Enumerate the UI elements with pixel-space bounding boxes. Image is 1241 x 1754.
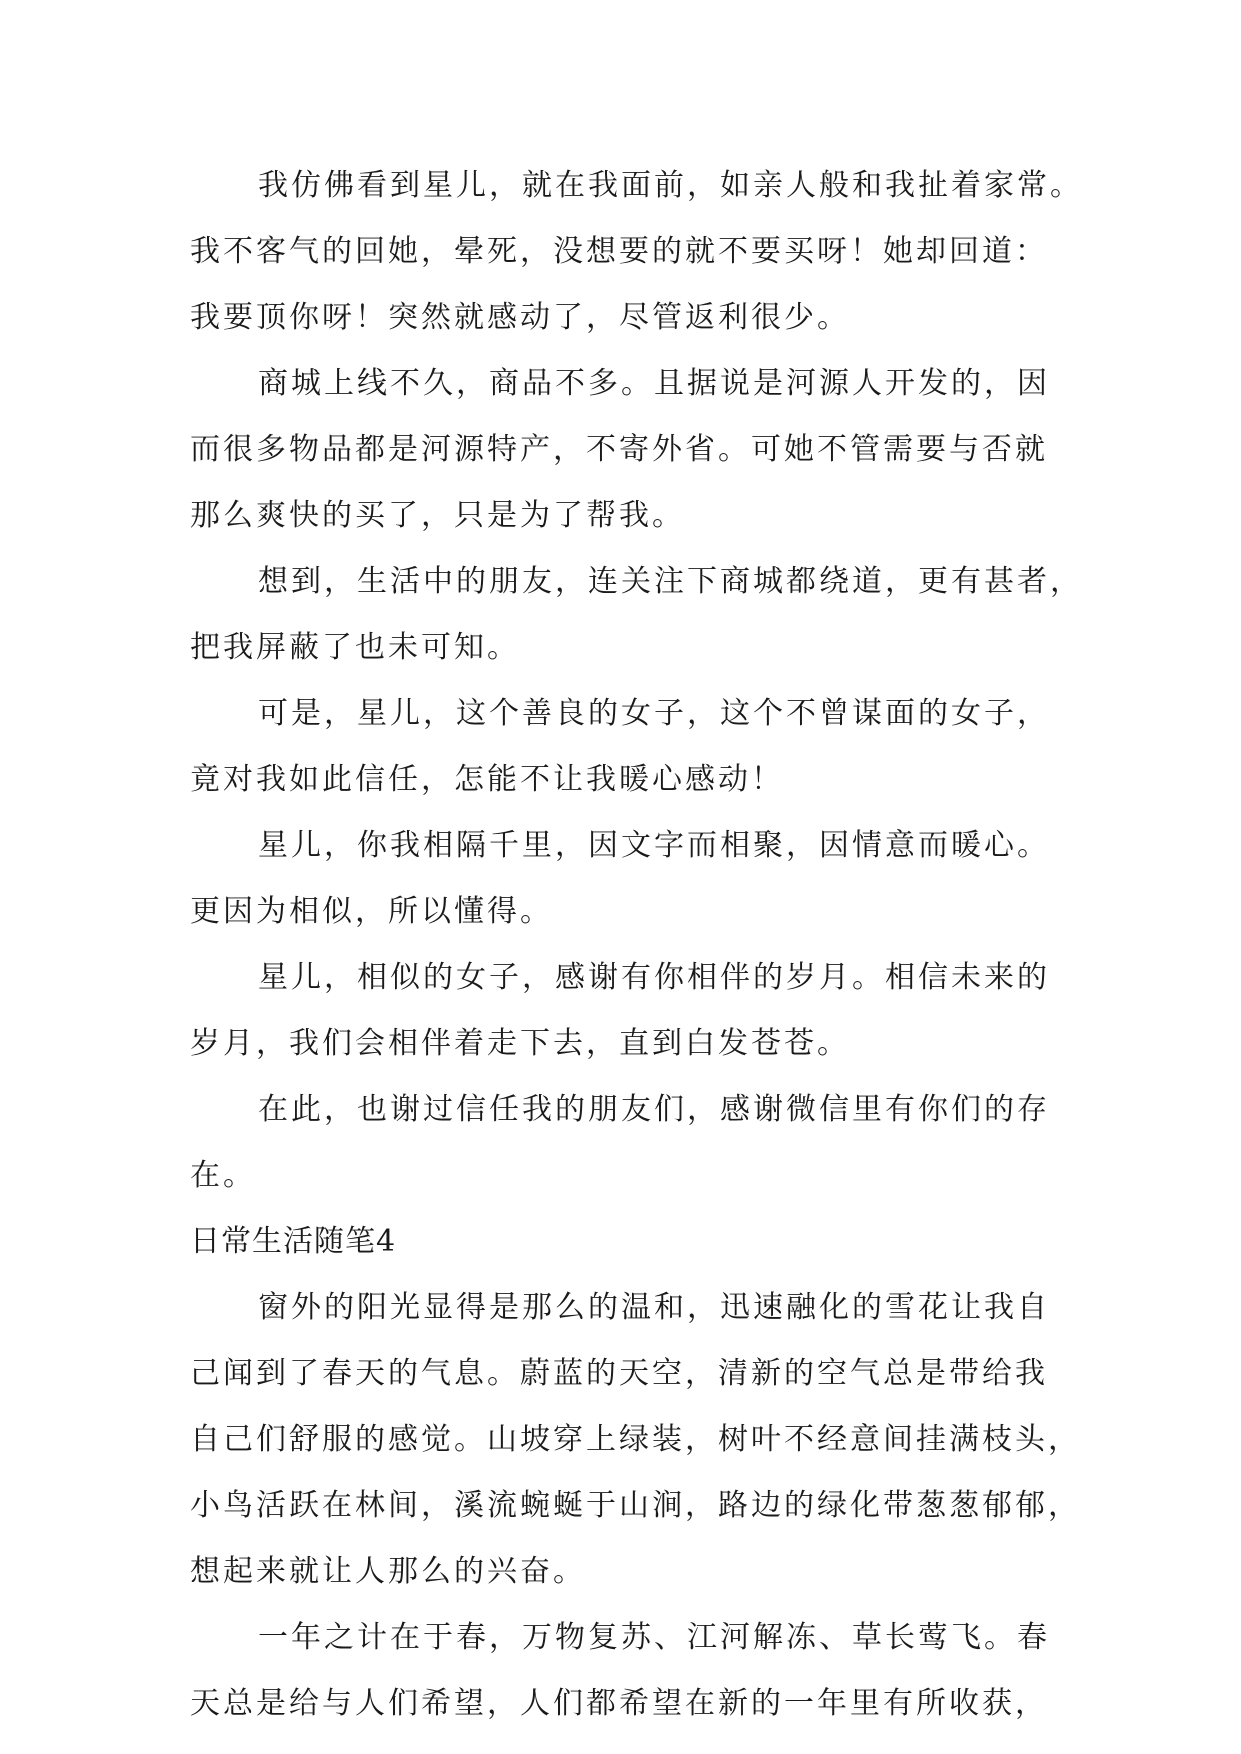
paragraph-line: 而很多物品都是河源特产，不寄外省。可她不管需要与否就 xyxy=(190,432,1048,467)
paragraph-line: 在。 xyxy=(190,1158,256,1193)
paragraph-line: 把我屏蔽了也未可知。 xyxy=(190,630,520,665)
paragraph-line: 己闻到了春天的气息。蔚蓝的天空，清新的空气总是带给我 xyxy=(190,1356,1048,1391)
paragraph-line: 小鸟活跃在林间，溪流蜿蜒于山涧，路边的绿化带葱葱郁郁， xyxy=(190,1488,1081,1523)
paragraph-line: 窗外的阳光显得是那么的温和，迅速融化的雪花让我自 xyxy=(258,1290,1050,1325)
paragraph-line: 一年之计在于春，万物复苏、江河解冻、草长莺飞。春 xyxy=(258,1620,1050,1655)
paragraph-line: 想起来就让人那么的兴奋。 xyxy=(190,1554,586,1589)
paragraph-line: 竟对我如此信任，怎能不让我暖心感动！ xyxy=(190,762,784,797)
paragraph-line: 岁月，我们会相伴着走下去，直到白发苍苍。 xyxy=(190,1026,850,1061)
paragraph-line: 我要顶你呀！突然就感动了，尽管返利很少。 xyxy=(190,300,850,335)
paragraph-line: 商城上线不久，商品不多。且据说是河源人开发的，因 xyxy=(258,366,1050,401)
paragraph-line: 我仿佛看到星儿，就在我面前，如亲人般和我扯着家常。 xyxy=(258,168,1083,203)
paragraph-line: 星儿，你我相隔千里，因文字而相聚，因情意而暖心。 xyxy=(258,828,1050,863)
paragraph-line: 可是，星儿，这个善良的女子，这个不曾谋面的女子， xyxy=(258,696,1050,731)
paragraph-line: 在此，也谢过信任我的朋友们，感谢微信里有你们的存 xyxy=(258,1092,1050,1127)
paragraph-line: 想到，生活中的朋友，连关注下商城都绕道，更有甚者， xyxy=(258,564,1083,599)
paragraph-line: 更因为相似，所以懂得。 xyxy=(190,894,553,929)
paragraph-line: 星儿，相似的女子，感谢有你相伴的岁月。相信未来的 xyxy=(258,960,1050,995)
paragraph-line: 我不客气的回她，晕死，没想要的就不要买呀！她却回道： xyxy=(190,234,1048,269)
section-heading: 日常生活随笔4 xyxy=(190,1224,397,1259)
paragraph-line: 天总是给与人们希望，人们都希望在新的一年里有所收获， xyxy=(190,1686,1048,1721)
paragraph-line: 自己们舒服的感觉。山坡穿上绿装，树叶不经意间挂满枝头， xyxy=(190,1422,1081,1457)
paragraph-line: 那么爽快的买了，只是为了帮我。 xyxy=(190,498,685,533)
